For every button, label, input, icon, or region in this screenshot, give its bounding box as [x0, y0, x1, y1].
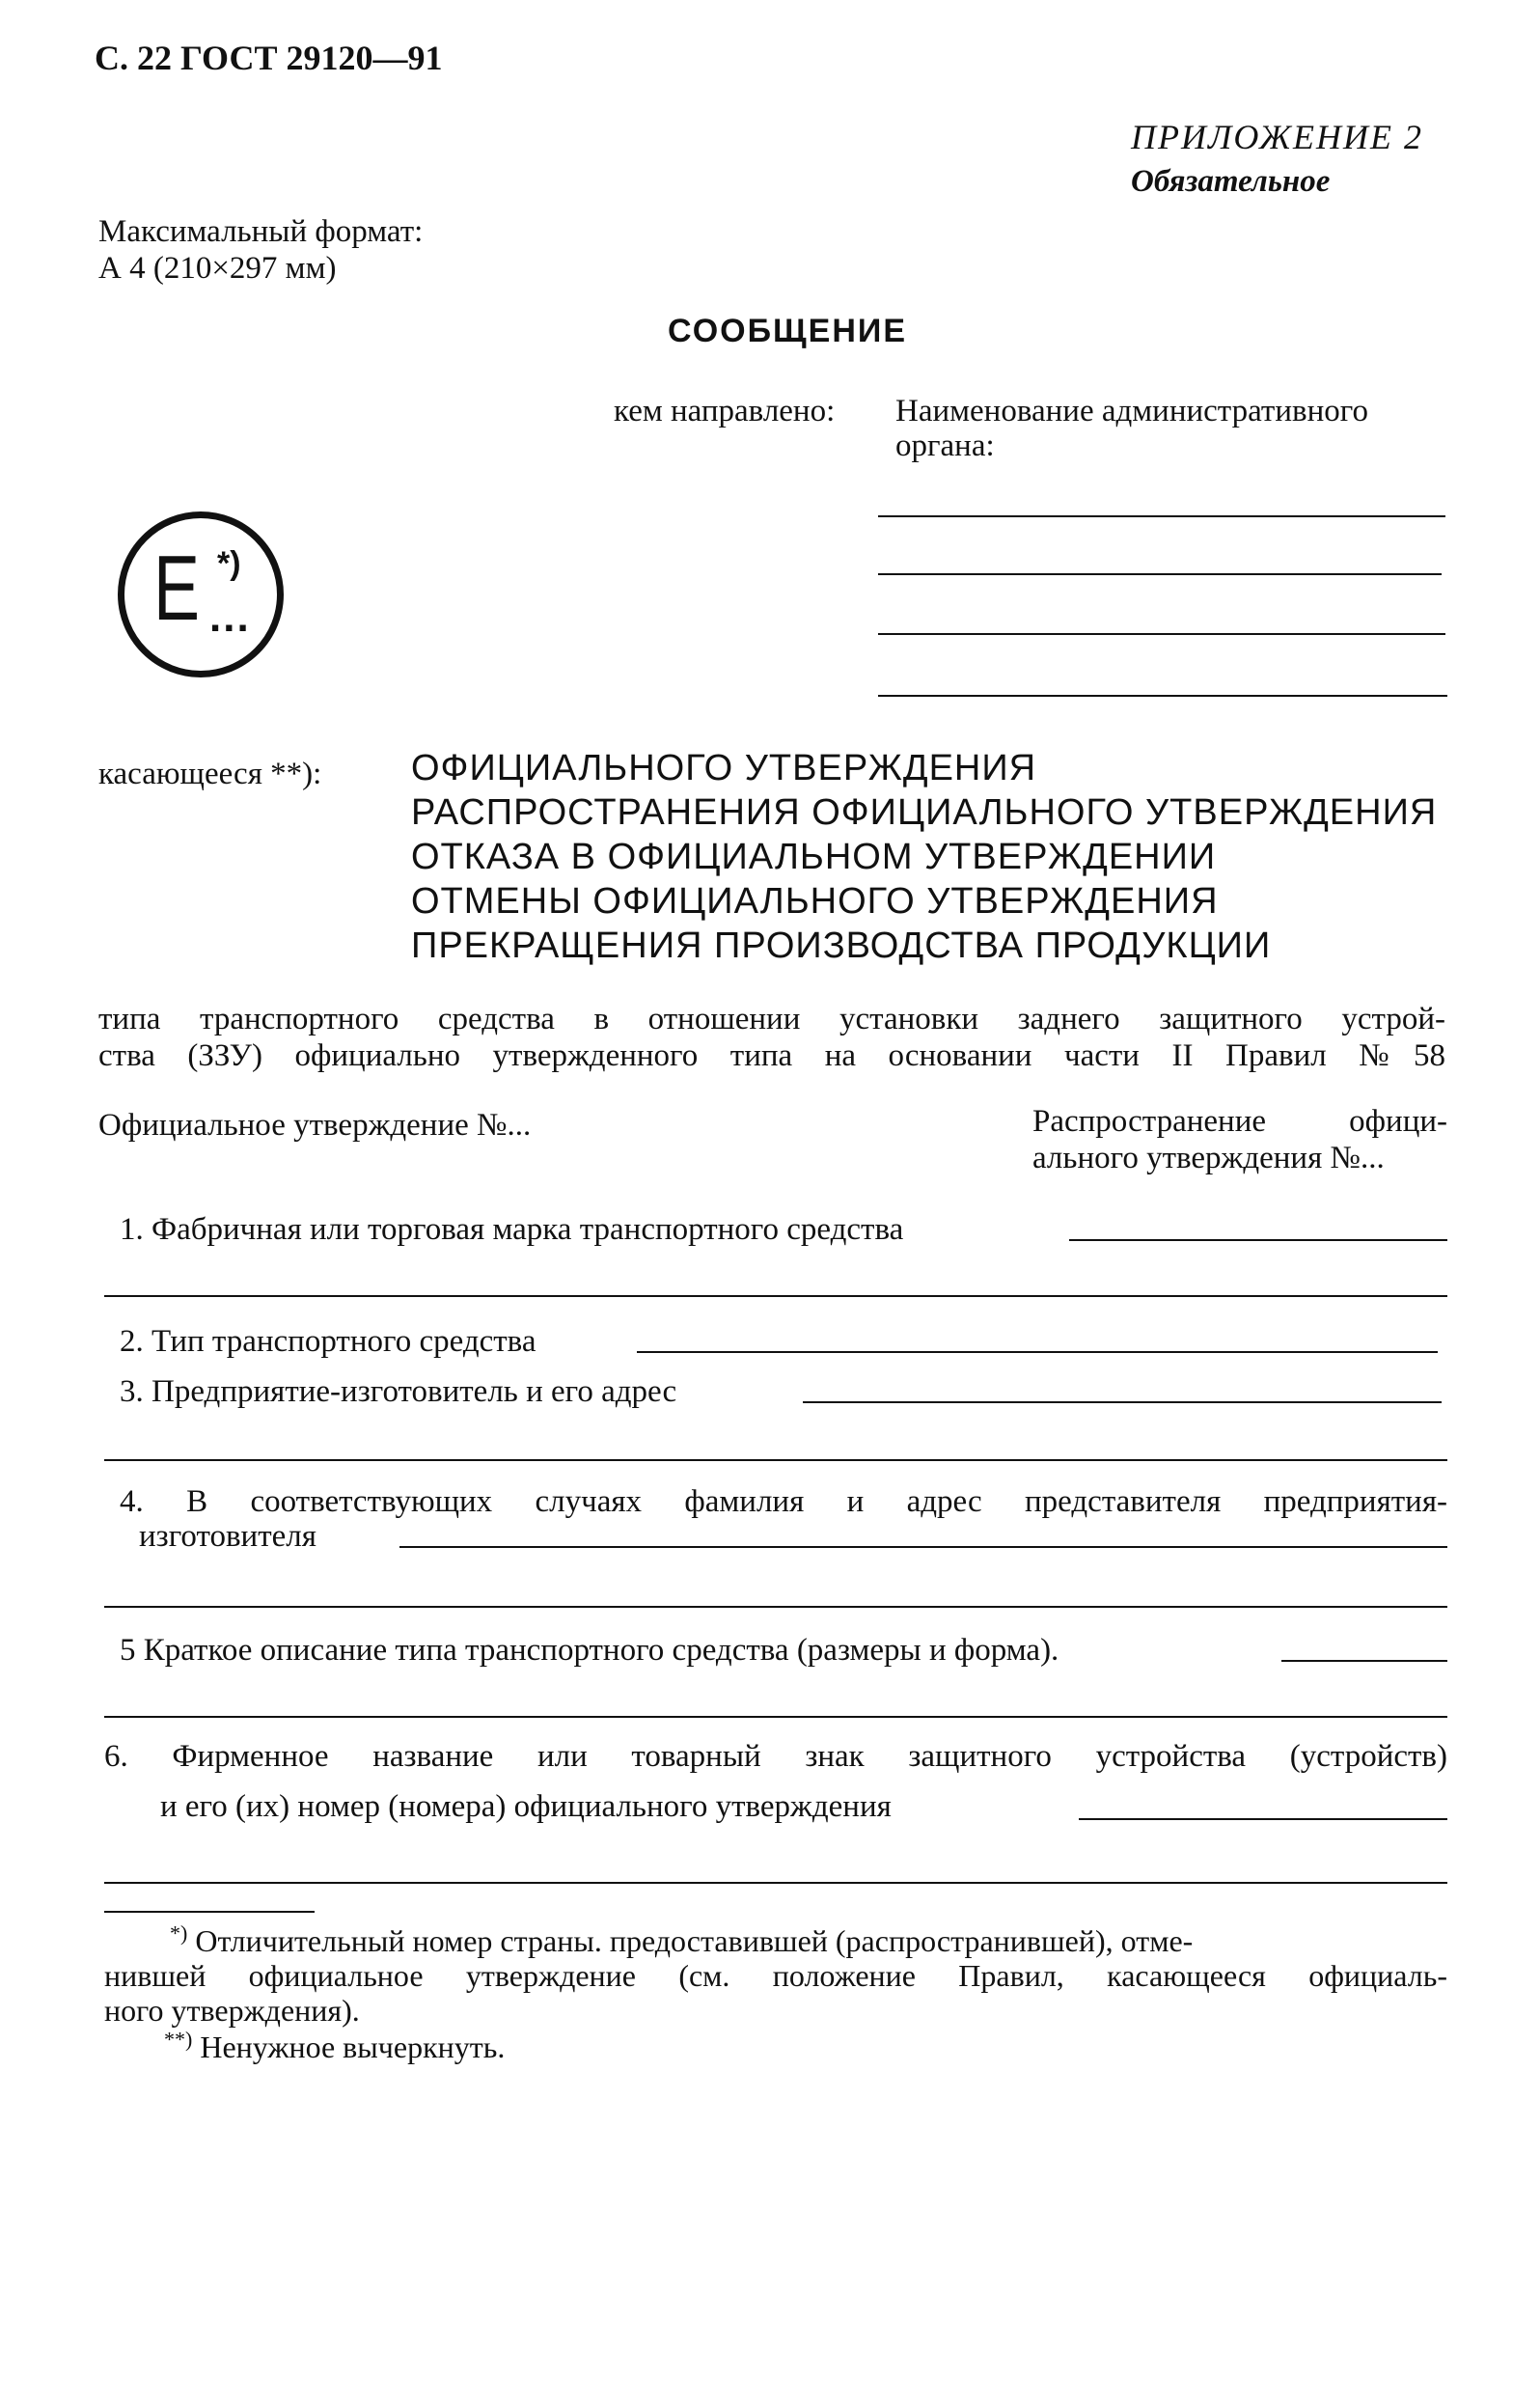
page-reference: С. 22 ГОСТ 29120—91: [95, 39, 443, 77]
item-3-field[interactable]: [803, 1401, 1442, 1403]
subject-line2: ства (ЗЗУ) официально утвержденного типа на основании части II Правил №58: [98, 1038, 1445, 1073]
sender-blank-line-3[interactable]: [878, 633, 1445, 635]
sender-label: кем направлено:: [614, 394, 836, 428]
item-5-field-continued[interactable]: [104, 1716, 1447, 1718]
item-6-field[interactable]: [1079, 1818, 1447, 1820]
footnote-separator: [104, 1911, 315, 1913]
footnote-2: [164, 2029, 505, 2065]
item-2-label: 2. Тип транспортного средства: [120, 1324, 536, 1359]
subject-line1: типа транспортного средства в отношении установки заднего защитного устрой-: [98, 1002, 1445, 1036]
item-5-label: 5 Краткое описание типа транспортного средства (размеры и форма).: [120, 1633, 1059, 1668]
sender-value-line1: Наименование административного: [895, 394, 1368, 428]
item-4-field-continued[interactable]: [104, 1606, 1447, 1608]
item-2-field[interactable]: [637, 1351, 1438, 1353]
footnote-2-text: Ненужное вычеркнуть.: [200, 2030, 506, 2064]
appendix-status: Обязательное: [1131, 164, 1331, 199]
item-1-field-continued[interactable]: [104, 1295, 1447, 1297]
option-withdrawal[interactable]: ОТМЕНЫ ОФИЦИАЛЬНОГО УТВЕРЖДЕНИЯ: [411, 881, 1219, 922]
footnote-1-mark: *): [170, 1920, 188, 1946]
approval-mark-dots: ...: [209, 594, 251, 641]
format-note-line2: А 4 (210×297 мм): [98, 251, 337, 286]
item-4-label-line2: изготовителя: [139, 1519, 316, 1554]
extension-number-line1: Распространение офици-: [1032, 1104, 1447, 1139]
option-extension[interactable]: РАСПРОСТРАНЕНИЯ ОФИЦИАЛЬНОГО УТВЕРЖДЕНИЯ: [411, 792, 1438, 833]
approval-number: Официальное утверждение №...: [98, 1108, 532, 1143]
item-5-field[interactable]: [1281, 1660, 1447, 1662]
footnote-2-mark: **): [164, 2027, 193, 2052]
option-refusal[interactable]: ОТКАЗА В ОФИЦИАЛЬНОМ УТВЕРЖДЕНИИ: [411, 837, 1217, 877]
option-approval[interactable]: ОФИЦИАЛЬНОГО УТВЕРЖДЕНИЯ: [411, 748, 1037, 788]
item-1-field[interactable]: [1069, 1239, 1447, 1241]
approval-mark-logo: [118, 511, 284, 677]
item-6-label-line2: и его (их) номер (номера) официального утверждения: [160, 1789, 892, 1824]
footnote-1-line1: [170, 1922, 1193, 1959]
sender-blank-line-4[interactable]: [878, 695, 1447, 697]
item-6-field-continued[interactable]: [104, 1882, 1447, 1884]
extension-number-line2: ального утверждения №...: [1032, 1141, 1385, 1175]
item-3-label: 3. Предприятие-изготовитель и его адрес: [120, 1374, 677, 1409]
footnote-1-text: Отличительный номер страны. предоставившей (распространившей), отме-: [195, 1923, 1194, 1958]
item-3-field-continued[interactable]: [104, 1459, 1447, 1461]
item-1-label: 1. Фабричная или торговая марка транспортного средства: [120, 1212, 904, 1247]
approval-mark-footnote-ref: *): [217, 545, 241, 582]
footnote-1-line3: ного утверждения).: [104, 1993, 360, 2028]
item-4-label-line1: 4. В соответствующих случаях фамилия и адрес представителя предприятия-: [120, 1484, 1447, 1519]
approval-mark-letter: E: [153, 537, 201, 640]
sender-value-line2: органа:: [895, 428, 995, 463]
item-4-field[interactable]: [399, 1546, 1447, 1548]
sender-blank-line-2[interactable]: [878, 573, 1442, 575]
sender-blank-line-1[interactable]: [878, 515, 1445, 517]
concerning-label: касающееся **):: [98, 757, 322, 791]
document-title: СООБЩЕНИЕ: [668, 313, 908, 349]
footnote-1-line2: нившей официальное утверждение (см. положение Правил, касающееся официаль-: [104, 1958, 1447, 1993]
option-production-discontinued[interactable]: ПРЕКРАЩЕНИЯ ПРОИЗВОДСТВА ПРОДУКЦИИ: [411, 925, 1272, 966]
format-note-line1: Максимальный формат:: [98, 214, 424, 249]
item-6-label-line1: 6. Фирменное название или товарный знак защитного устройства (устройств): [104, 1739, 1447, 1774]
appendix-title: ПРИЛОЖЕНИЕ 2: [1131, 118, 1423, 156]
